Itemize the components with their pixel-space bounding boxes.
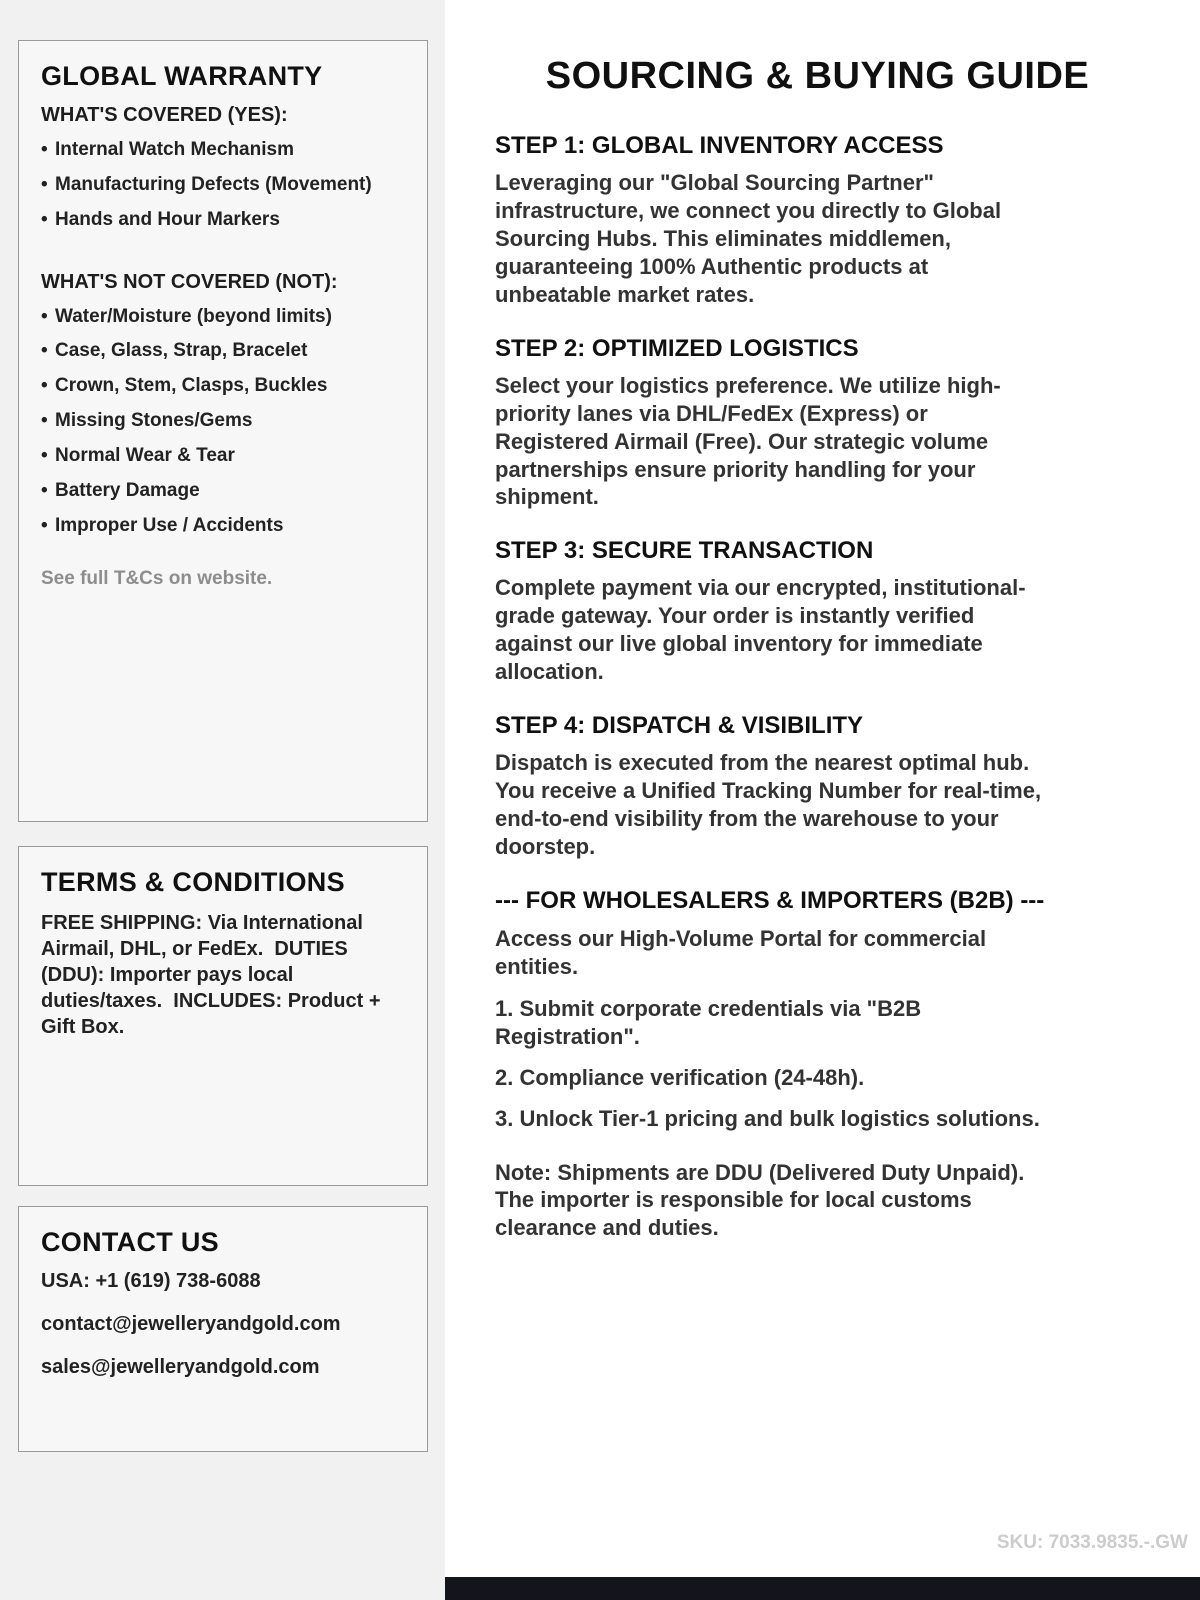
warranty-covered-item: • Internal Watch Mechanism (41, 139, 405, 161)
warranty-covered-item: • Hands and Hour Markers (41, 209, 405, 231)
contact-phone: USA: +1 (619) 738-6088 (41, 1270, 261, 1292)
b2b-step-item: 3. Unlock Tier-1 pricing and bulk logistics solutions. (495, 1105, 1040, 1131)
step-2-heading: STEP 2: OPTIMIZED LOGISTICS (495, 334, 859, 362)
step-1-section (495, 132, 1140, 309)
step-4-section (495, 712, 1140, 861)
contact-title: CONTACT US (41, 1227, 219, 1257)
warranty-not-covered-item: • Improper Use / Accidents (41, 515, 405, 537)
warranty-covered-item: • Manufacturing Defects (Movement) (41, 174, 405, 196)
warranty-not-covered-item: • Crown, Stem, Clasps, Buckles (41, 375, 405, 397)
page-title: SOURCING & BUYING GUIDE (545, 55, 1090, 97)
warranty-not-covered-item: • Normal Wear & Tear (41, 445, 405, 467)
terms-title: TERMS & CONDITIONS (41, 867, 345, 897)
warranty-panel (18, 40, 428, 822)
terms-panel (18, 846, 428, 1186)
warranty-title: GLOBAL WARRANTY (41, 61, 323, 91)
b2b-section (495, 887, 1140, 1242)
step-4-body: Dispatch is executed from the nearest optimal hub. You receive a Unified Tracking Number for real-time, end-to-end visibility from the warehouse to your doorstep. (495, 750, 1042, 859)
warranty-not-covered-item: • Water/Moisture (beyond limits) (41, 306, 405, 328)
step-3-body: Complete payment via our encrypted, institutional-grade gateway. Your order is instantly verified against our live global inventory for immediate allocation. (495, 575, 1026, 685)
step-3-heading: STEP 3: SECURE TRANSACTION (495, 537, 874, 565)
step-1-body: Leveraging our "Global Sourcing Partner" infrastructure, we connect you directly to Global Sourcing Hubs. This eliminates middlemen, guaranteeing 100% Authentic products at unbeatable market rates. (495, 170, 1002, 307)
warranty-covered-heading: WHAT'S COVERED (YES): (41, 104, 288, 126)
contact-panel (18, 1206, 428, 1452)
b2b-ddu-note: Note: Shipments are DDU (Delivered Duty Unpaid). The importer is responsible for local customs clearance and duties. (495, 1159, 1025, 1241)
step-2-body: Select your logistics preference. We utilize high-priority lanes via DHL/FedEx (Express) or Registered Airmail (Free). Our strategic volume partnerships ensure priority handling for your shipment. (495, 372, 1001, 510)
warranty-not-covered-item: • Case, Glass, Strap, Bracelet (41, 340, 405, 362)
contact-email-sales: sales@jewelleryandgold.com (41, 1356, 320, 1378)
b2b-step-item: 2. Compliance verification (24-48h). (495, 1064, 865, 1090)
warranty-not-covered-item: • Missing Stones/Gems (41, 410, 405, 432)
step-1-heading: STEP 1: GLOBAL INVENTORY ACCESS (495, 132, 944, 159)
contact-email-primary: contact@jewelleryandgold.com (41, 1313, 341, 1335)
step-4-heading: STEP 4: DISPATCH & VISIBILITY (495, 712, 864, 740)
terms-body: FREE SHIPPING: Via International Airmail, DHL, or FedEx. DUTIES (DDU): Importer pays local duties/taxes. INCLUDES: Product + Gift Box. (41, 912, 387, 1038)
sku-label: SKU: 7033.9835.-.GW (996, 1532, 1188, 1553)
warranty-footnote: See full T&Cs on website. (41, 568, 273, 590)
b2b-intro: Access our High-Volume Portal for commercial entities. (495, 925, 987, 979)
sidebar (0, 0, 445, 1600)
b2b-step-item: 1. Submit corporate credentials via "B2B Registration". (495, 995, 922, 1049)
footer-bar (445, 1577, 1200, 1600)
sourcing-guide-main (445, 0, 1200, 1600)
step-2-section (495, 335, 1140, 512)
step-3-section (495, 537, 1140, 686)
warranty-not-covered-item: • Battery Damage (41, 480, 405, 502)
b2b-heading: --- FOR WHOLESALERS & IMPORTERS (B2B) --- (495, 886, 1045, 914)
warranty-not-covered-heading: WHAT'S NOT COVERED (NOT): (41, 270, 338, 293)
